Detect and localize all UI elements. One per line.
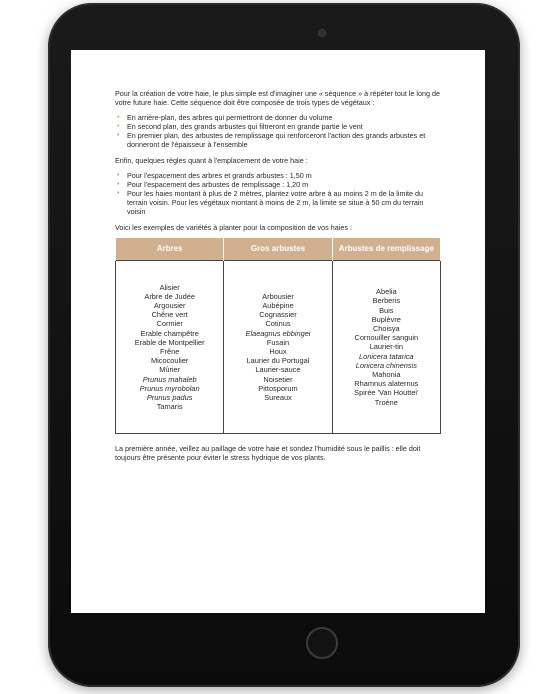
document-page [115,89,443,468]
column-arbres [116,261,224,434]
list-item [115,180,443,189]
plant-name: Buplèvre [371,314,401,324]
plant-name: Micocoulier [150,356,189,366]
list-item-text: Pour les haies montant à plus de 2 mètres, plantez votre arbre à au moins 2 m de la limite du terrain voisin. Pour les végétaux montant à moins de 2 m, la limite se situe à 50 cm du terrain voisin [127,189,424,216]
list-item-text: En second plan, des grands arbustes qui filtreront en grande partie le vent [127,122,363,131]
list-item [115,113,443,122]
plant-name: Berberis [372,296,401,306]
plant-name: Mahonia [372,370,401,379]
rules-list [115,171,443,216]
plant-name: Elaeagnus ebbingei [245,328,311,338]
rules-intro: Enfin, quelques règles quant à l'emplacement de votre haie : [115,156,308,165]
plant-name: Cormier [156,319,183,329]
plant-name: Prunus mahaleb [142,374,197,384]
plant-name: Cornouiller sanguin [354,333,419,343]
intro-paragraph: Pour la création de votre haie, le plus simple est d'imaginer une « séquence » à répéter tout le long de votre future haie. Cette séquence doit être composée de trois types de végétaux : [115,89,441,107]
plant-name: Argousier [153,300,186,310]
plant-name: Prunus myrobolan [139,383,200,393]
list-item-text: Pour l'espacement des arbres et grands arbustes : 1,50 m [127,171,312,180]
column-gros-arbustes [224,261,332,434]
plant-name: Prunus padus [146,393,193,403]
plant-name: Chêne vert [151,310,188,320]
plant-name: Erable de Montpellier [134,337,205,347]
home-button[interactable] [306,627,338,659]
bullet-dot-icon: • [117,114,120,121]
plant-name: Laurier du Portugal [246,356,310,366]
plant-name: Lonicera chinensis [355,360,417,370]
plant-name: Frêne [160,347,180,356]
layers-list [115,113,443,149]
plant-name: Laurier-tin [369,342,403,352]
closing-paragraph: La première année, veillez au paillage de votre haie et sondez l'humidité sous le paillis : elle doit toujours être présente pour éviter le stress hydrique de vos plants. [115,444,421,462]
plants-table [115,238,441,434]
bullet-dot-icon: • [117,132,120,139]
bullet-dot-icon: • [117,172,120,179]
plant-name: Troène [374,397,398,407]
table-intro: Voici les exemples de variétés à planter pour la composition de vos haies : [115,223,352,232]
header-arbustes-remplissage: Arbustes de remplissage [332,238,440,261]
plant-name: Laurier-sauce [255,365,301,375]
plant-name: Arbousier [262,291,294,301]
table-row [116,261,441,434]
plant-name: Aubépine [262,300,294,310]
plant-name: Cotinus [265,319,291,329]
plant-name: Lonicera tatarica [359,351,414,361]
plant-name: Arbre de Judée [144,291,195,301]
plant-name: Tamaris [156,402,183,412]
tablet-screen [71,50,485,613]
plant-name: Cognassier [259,310,297,320]
plant-name: Sureaux [264,393,292,403]
list-item-text: En premier plan, des arbustes de remplissage qui renforceront l'action des grands arbustes et donneront de l'épaisseur à l'ensemble [127,131,426,149]
plant-name: Houx [269,347,287,356]
plant-name: Mûrier [159,365,181,375]
plant-name: Choisya [372,323,400,333]
header-gros-arbustes: Gros arbustes [224,238,332,261]
table-header-row [116,238,441,261]
plant-name: Buis [379,305,394,315]
plant-name: Rhamnus alaternus [354,379,419,389]
front-camera-icon [319,30,325,36]
list-item [115,122,443,131]
list-item [115,189,443,216]
plant-name: Pittosporum [258,383,298,393]
plant-name: Erable champêtre [140,328,199,338]
plant-name: Fusain [266,337,290,347]
header-arbres: Arbres [116,238,224,261]
plant-name: Noisetier [263,374,293,384]
plant-name: Spirée 'Van Houttei' [354,388,419,398]
plant-name: Abelia [376,287,397,297]
plant-name: Alisier [159,282,180,292]
bullet-dot-icon: • [117,123,120,130]
list-item [115,171,443,180]
list-item-text: Pour l'espacement des arbustes de remplissage : 1,20 m [127,180,309,189]
list-item-text: En arrière-plan, des arbres qui permettront de donner du volume [127,113,333,122]
bullet-dot-icon: • [117,181,120,188]
list-item [115,131,443,149]
column-arbustes-remplissage [332,261,440,434]
bullet-dot-icon: • [117,190,120,197]
